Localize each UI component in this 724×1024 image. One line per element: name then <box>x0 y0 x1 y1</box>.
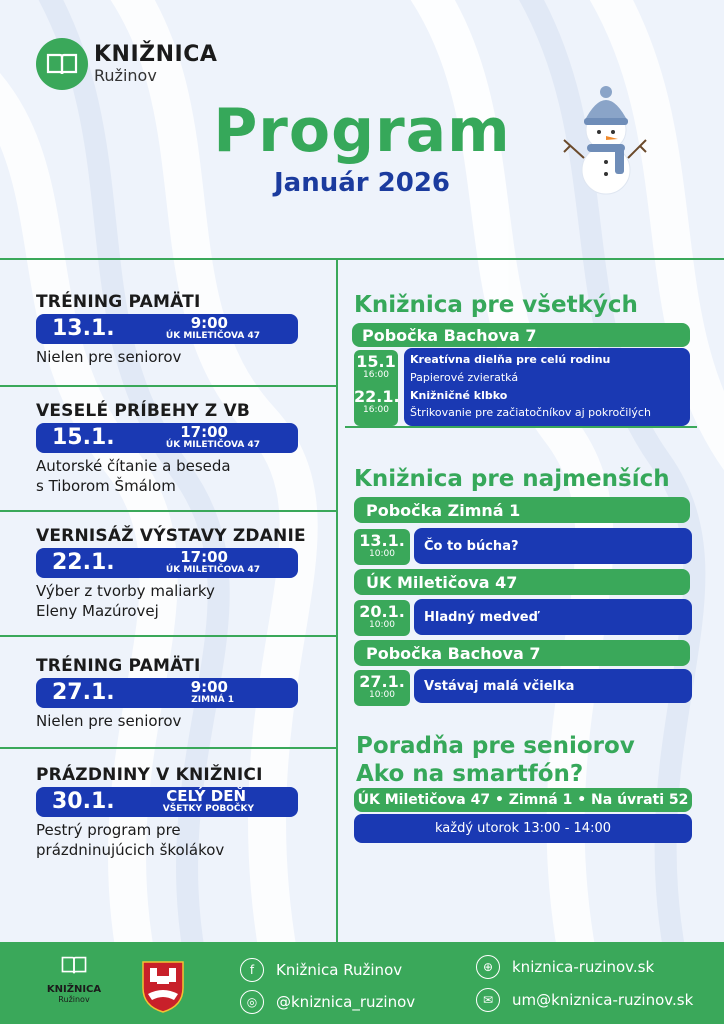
branch-label: Pobočka Bachova 7 <box>354 640 690 666</box>
facebook-link[interactable] <box>240 958 402 982</box>
web-text: kniznica-ruzinov.sk <box>512 958 655 976</box>
item-time: 16:00 <box>363 370 389 380</box>
date-box <box>354 529 410 565</box>
event-date: 13.1. <box>52 316 115 341</box>
event-description <box>36 711 298 731</box>
activity-bar: Hladný medveď <box>414 599 692 635</box>
event-time: 9:00 <box>190 314 228 332</box>
event-desc-line: Pestrý program pre <box>36 821 181 839</box>
page-subtitle: Január 2026 <box>273 168 451 198</box>
event-date-bar <box>36 548 298 578</box>
email-link[interactable] <box>476 988 693 1012</box>
event-title: VESELÉ PRÍBEHY Z VB <box>36 401 251 421</box>
event-title: PRÁZDNINY V KNIŽNICI <box>36 765 263 785</box>
mail-icon: ✉ <box>476 988 500 1012</box>
facebook-text: Knižnica Ružinov <box>276 961 403 979</box>
seniors-places: ÚK Miletičova 47 • Zimná 1 • Na úvrati 52 <box>354 788 692 812</box>
globe-icon: ⊕ <box>476 955 500 979</box>
date-box <box>354 670 410 706</box>
event-date-bar <box>36 787 298 817</box>
ruzinov-crest-icon <box>138 954 188 1014</box>
branch-label: Pobočka Bachova 7 <box>352 323 690 347</box>
seniors-schedule: každý utorok 13:00 - 14:00 <box>354 814 692 843</box>
item-time: 16:00 <box>363 405 389 415</box>
snowman-icon <box>560 78 650 198</box>
event-date: 27.1. <box>52 680 115 705</box>
event-time: 9:00 <box>190 678 228 696</box>
divider-right <box>345 426 697 428</box>
event-description <box>36 820 298 860</box>
event-time: 17:00 <box>180 423 228 441</box>
footer-logo <box>46 954 102 1004</box>
event-date-bar <box>36 423 298 453</box>
instagram-text: @kniznica_ruzinov <box>276 993 416 1011</box>
section-seniors-subtitle: Ako na smartfón? <box>356 761 584 787</box>
item-title: Kreatívna dielňa pre celú rodinu <box>410 353 611 366</box>
divider-left-4 <box>0 747 336 749</box>
event-time: 17:00 <box>180 548 228 566</box>
event-card <box>36 656 298 731</box>
branch-label: Pobočka Zimná 1 <box>354 497 690 523</box>
footer <box>0 942 724 1024</box>
web-link[interactable] <box>476 955 654 979</box>
item-date: 13.1. <box>359 531 405 550</box>
page-title: Program <box>213 96 511 166</box>
divider-vertical <box>336 258 338 942</box>
event-description <box>36 456 298 496</box>
event-description <box>36 581 298 621</box>
divider-top <box>0 258 724 260</box>
item-time: 10:00 <box>369 549 395 559</box>
event-place: ZIMNÁ 1 <box>191 695 234 705</box>
library-logo <box>36 38 217 90</box>
divider-left-1 <box>0 385 336 387</box>
event-place: VŠETKY POBOČKY <box>162 804 254 814</box>
instagram-link[interactable] <box>240 990 415 1014</box>
item-date: 15.1 <box>356 352 396 371</box>
email-text: um@kniznica-ruzinov.sk <box>512 991 694 1009</box>
logo-sub: Ružinov <box>94 66 157 85</box>
event-place: ÚK MILETIČOVA 47 <box>165 440 260 450</box>
divider-left-2 <box>0 510 336 512</box>
event-card <box>36 401 298 496</box>
event-desc-line: Výber z tvorby maliarky <box>36 582 215 600</box>
event-card <box>36 292 298 367</box>
event-desc-line: Autorské čítanie a beseda <box>36 457 231 475</box>
date-box <box>354 350 398 426</box>
footer-book-icon <box>60 954 88 976</box>
event-title: TRÉNING PAMÄTI <box>36 292 201 312</box>
item-desc: Štrikovanie pre začiatočníkov aj pokročilých <box>410 406 651 419</box>
section-all-title: Knižnica pre všetkých <box>354 292 638 318</box>
event-card <box>36 765 298 860</box>
event-desc-line: prázdninujúcich školákov <box>36 841 225 859</box>
event-card <box>36 526 306 621</box>
item-time: 10:00 <box>369 620 395 630</box>
activity-bar: Vstávaj malá včielka <box>414 669 692 703</box>
item-date: 20.1. <box>359 602 405 621</box>
item-desc: Papierové zvieratká <box>410 371 519 384</box>
section-seniors-title: Poradňa pre seniorov <box>356 733 635 759</box>
event-date-bar <box>36 678 298 708</box>
event-date: 15.1. <box>52 425 115 450</box>
event-title: TRÉNING PAMÄTI <box>36 656 201 676</box>
event-desc-line: Eleny Mazúrovej <box>36 602 159 620</box>
instagram-icon: ◎ <box>240 990 264 1014</box>
branch-label: ÚK Miletičova 47 <box>354 569 690 595</box>
activity-bar: Čo to búcha? <box>414 528 692 564</box>
event-place: ÚK MILETIČOVA 47 <box>165 565 260 575</box>
date-box <box>354 600 410 636</box>
divider-left-3 <box>0 635 336 637</box>
event-description <box>36 347 298 367</box>
item-title: Knižničné klbko <box>410 389 508 402</box>
event-desc-line: Nielen pre seniorov <box>36 348 182 366</box>
logo-name: KNIŽNICA <box>94 42 218 67</box>
event-desc-line: s Tiborom Šmálom <box>36 477 176 495</box>
facebook-icon: f <box>240 958 264 982</box>
event-time: CELÝ DEŇ <box>166 787 246 805</box>
event-desc-line: Nielen pre seniorov <box>36 712 182 730</box>
footer-logo-name: KNIŽNICA <box>46 984 102 995</box>
event-title: VERNISÁŽ VÝSTAVY ZDANIE <box>36 526 306 546</box>
item-date: 27.1. <box>359 672 405 691</box>
footer-logo-sub: Ružinov <box>58 995 90 1004</box>
event-place: ÚK MILETIČOVA 47 <box>165 331 260 341</box>
event-date: 22.1. <box>52 550 115 575</box>
book-logo-icon <box>36 38 88 90</box>
item-date: 22.1. <box>354 387 400 406</box>
event-date: 30.1. <box>52 789 115 814</box>
section-kids-title: Knižnica pre najmenších <box>354 466 670 492</box>
event-date-bar <box>36 314 298 344</box>
program-box <box>404 348 690 426</box>
item-time: 10:00 <box>369 690 395 700</box>
